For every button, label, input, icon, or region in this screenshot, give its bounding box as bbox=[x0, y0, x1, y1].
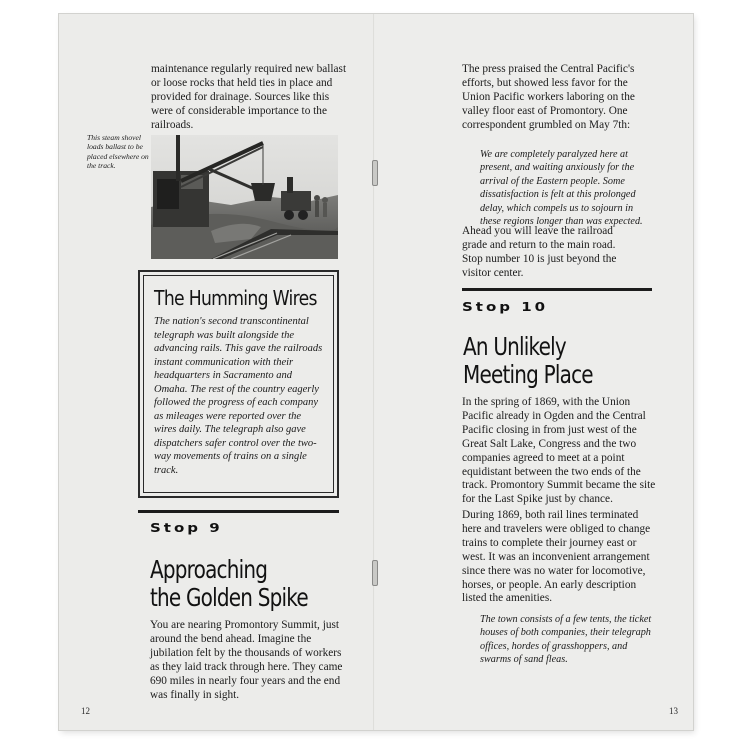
stop-9-rule bbox=[138, 510, 339, 513]
stop-9-heading-line1: Approaching bbox=[150, 555, 268, 584]
stop-10-heading-line1: An Unlikely bbox=[463, 332, 566, 361]
page-number-right: 13 bbox=[669, 706, 678, 716]
humming-wires-sidebar bbox=[138, 270, 339, 498]
stop-10-heading-line2: Meeting Place bbox=[463, 360, 593, 389]
stop-9-heading bbox=[150, 556, 308, 612]
photo-caption: This steam shovel loads ballast to be placed elsewhere on the track. bbox=[87, 133, 149, 171]
sidebar-body: The nation's second transcontinental telegraph was built alongside the advancing rails. This gave the railroads instant communication with their headquarters in Sacramento and Omaha. The rest of the country eagerly followed the progress of each company as mileages were reported over the wires daily. The telegraph also gave dispatchers safer control over the two-way movements of trains on a single track. bbox=[154, 316, 323, 476]
stop-10-heading bbox=[463, 333, 593, 389]
staple-bottom bbox=[372, 560, 378, 586]
staple-top bbox=[372, 160, 378, 186]
page-number-left: 12 bbox=[81, 706, 90, 716]
left-page bbox=[59, 14, 374, 730]
amenities-quote: The town consists of a few tents, the ticket houses of both companies, their telegraph offices, hordes of grasshoppers, and swarms of sand fleas. bbox=[480, 614, 652, 666]
stop-9-heading-line2: the Golden Spike bbox=[150, 583, 308, 612]
sidebar-title: The Humming Wires bbox=[154, 286, 317, 310]
steam-shovel-photo bbox=[151, 135, 338, 259]
stop-9-label: Stop 9 bbox=[150, 521, 223, 535]
intro-paragraph: maintenance regularly required new ballast or loose rocks that held ties in place and provided for drainage. Sources like this were of considerable importance to the railroads. bbox=[151, 63, 347, 131]
correspondent-quote: We are completely paralyzed here at present, and waiting anxiously for the arrival of the Eastern people. Some dissatisfaction is felt at this prolonged delay, which compels us to sojourn in these regions longer than was expected. bbox=[480, 149, 643, 228]
meeting-place-paragraph: In the spring of 1869, with the Union Pacific already in Ogden and the Central Pacific closing in from just west of the Great Salt Lake, Congress and the two companies agreed to meet at a point equidistant between the two ends of the track. Promontory Summit became the site for the Last Spike just by chance. bbox=[462, 396, 656, 506]
stop-10-rule bbox=[462, 288, 652, 291]
stop-10-label: Stop 10 bbox=[462, 300, 549, 314]
booklet-spread bbox=[59, 14, 693, 730]
press-paragraph: The press praised the Central Pacific's efforts, but showed less favor for the Union Pacific workers laboring on the valley floor east of Promontory. One correspondent grumbled on May 7th: bbox=[462, 63, 635, 131]
stop-9-body: You are nearing Promontory Summit, just around the bend ahead. Imagine the jubilation felt by the thousands of workers as they laid track through here. They came 690 miles in nearly four years and the end was finally in sight. bbox=[150, 619, 343, 701]
change-trains-paragraph: During 1869, both rail lines terminated here and travelers were obliged to change trains to complete their journey east or west. It was an inconvenient arrangement since there was no water for locomotive, horses, or people. An early description listed the amenities. bbox=[462, 509, 651, 605]
booklet-spine bbox=[373, 14, 375, 730]
directions-paragraph: Ahead you will leave the railroad grade and return to the main road. Stop number 10 is just beyond the visitor center. bbox=[462, 225, 617, 279]
sidebar-inner-frame bbox=[143, 275, 334, 493]
